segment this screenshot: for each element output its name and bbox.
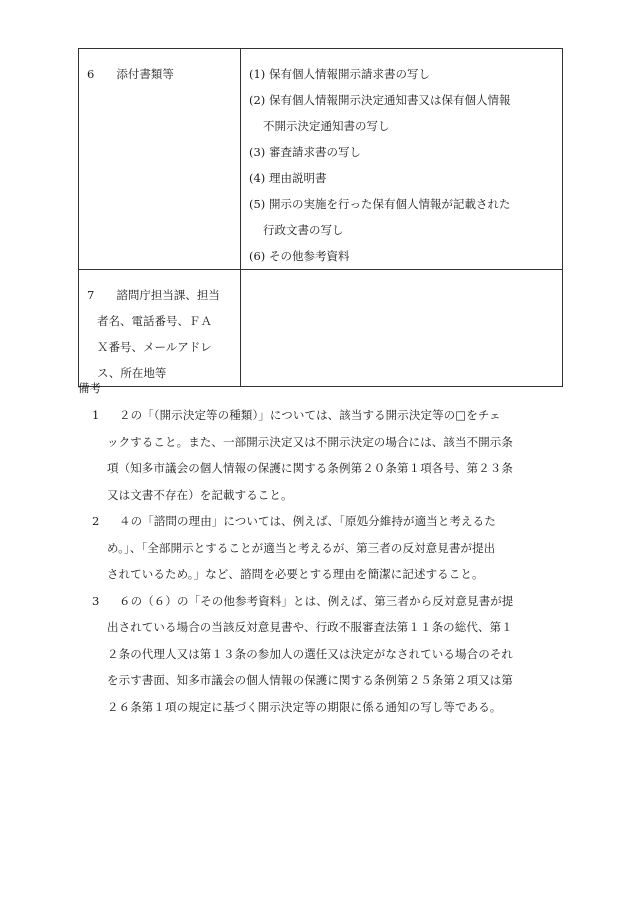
attachment-item-continuation: 不開示決定通知書の写し: [263, 119, 390, 133]
attachment-item: (5) 開示の実施を行った保有個人情報が記載された: [249, 197, 511, 211]
table-row-contact: [79, 270, 563, 387]
row7-label-line: 者名、電話番号、ＦＡ: [97, 314, 212, 328]
row6-label: 添付書類等: [116, 67, 174, 81]
attachment-item: (1) 保有個人情報開示請求書の写し: [249, 67, 430, 81]
remarks-notes: [92, 402, 562, 720]
table-row-attachments: [79, 49, 563, 270]
note-text-line: 又は文書不存在）を記載すること。: [107, 487, 293, 502]
row7-label-line: Ｘ番号、メールアドレ: [97, 340, 212, 354]
note-number: 1: [92, 408, 100, 422]
row6-label-cell: [79, 49, 241, 270]
row6-value-cell: [241, 49, 563, 270]
attachment-item: (3) 審査請求書の写し: [249, 145, 361, 159]
remarks-title: 備考: [78, 381, 101, 395]
note-text-line: ２の「（開示決定等の種類）」については、該当する開示決定等の□をチェ: [119, 408, 501, 422]
attachment-item: (4) 理由説明書: [249, 171, 327, 185]
note-text-line: ６の（６）の「その他参考資料」とは、例えば、第三者から反対意見書が提: [119, 593, 514, 608]
row7-number: 7: [87, 288, 95, 302]
note-text-line: め。」、「全部開示とすることが適当と考えるが、第三者の反対意見書が提出: [107, 540, 496, 555]
attachment-item: (2) 保有個人情報開示決定通知書又は保有個人情報: [249, 93, 511, 107]
row6-number: 6: [87, 67, 95, 81]
remark-note-1: [92, 402, 562, 508]
note-text-line: 出されている場合の当該反対意見書や、行政不服審査法第１１条の総代、第１: [107, 620, 513, 634]
note-text-line: ２条の代理人又は第１３条の参加人の選任又は決定がなされている場合のそれ: [107, 646, 513, 661]
note-text-line: されているため。」など、諮問を必要とする理由を簡潔に記述すること。: [107, 567, 484, 581]
note-number: 3: [92, 593, 100, 608]
attachment-item-continuation: 行政文書の写し: [263, 223, 344, 237]
note-text-line: ックすること。また、一部開示決定又は不開示決定の場合には、該当不開示条: [107, 434, 513, 449]
row7-label-cell: [79, 270, 241, 387]
note-text-line: ２６条第１項の規定に基づく開示決定等の期限に係る通知の写し等である。: [107, 699, 502, 714]
remark-note-3: [92, 588, 562, 721]
note-text-line: ４の「諮問の理由」については、例えば、「原処分維持が適当と考えるた: [119, 514, 496, 528]
note-text-line: を示す書面、知多市議会の個人情報の保護に関する条例第２５条第２項又は第: [107, 673, 513, 687]
form-table: [78, 48, 563, 387]
row7-value-cell: [241, 270, 563, 387]
row7-label-line: ス、所在地等: [97, 366, 167, 380]
note-text-line: 項（知多市議会の個人情報の保護に関する条例第２０条第１項各号、第２３条: [107, 461, 513, 475]
row7-label-line: 諮問庁担当課、担当: [116, 288, 220, 302]
remark-note-2: [92, 508, 562, 588]
attachment-item: (6) その他参考資料: [249, 249, 350, 263]
note-number: 2: [92, 514, 100, 528]
row7-value: [241, 270, 562, 282]
